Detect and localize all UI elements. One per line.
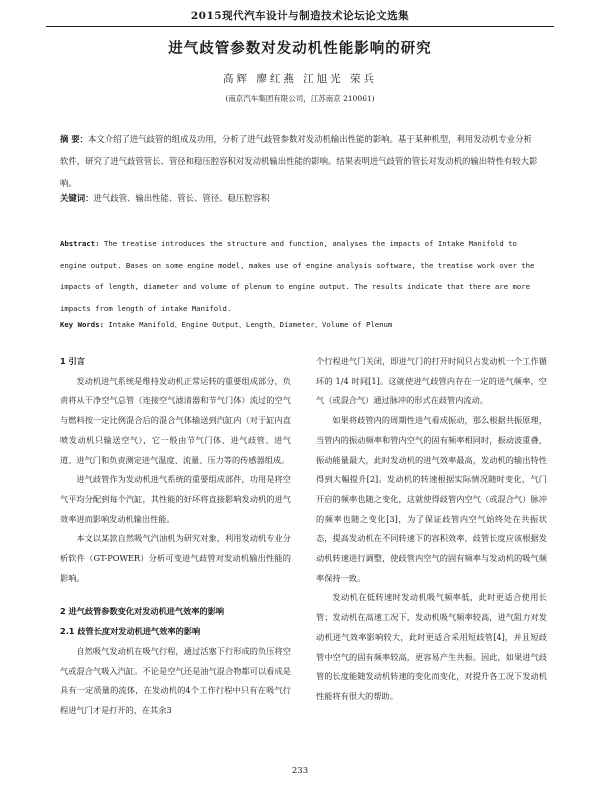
abstract-en-label: Abstract:: [60, 239, 100, 248]
keywords-en: [60, 315, 540, 335]
header-rule: [46, 26, 554, 27]
abstract-en-text: The treatise introduces the structure and function, analyses the impacts of Intake Manifold to engine output. Bases on some engine model, makes use of engine analysis software, the treatise work over the impacts of length, diameter and volume of plenum to engine output. The results indicate that there are more impacts from length of intake Manifold.: [60, 239, 535, 313]
keywords-en-text: Intake Manifold、Engine Output、Length、Diameter、Volume of Plenum: [103, 320, 393, 329]
body-column-right: [316, 352, 547, 707]
paragraph: 进气歧管作为发动机进气系统的重要组成部件，功用是将空气平均分配到每个汽缸，其性能的好坏将直接影响发动机的进气效率进而影响发动机输出性能。: [60, 474, 291, 524]
affiliation: (南京汽车集团有限公司，江苏南京 210061): [225, 94, 375, 103]
section-2-1-heading: 2.1 歧管长度对发动机进气效率的影响: [60, 626, 201, 637]
authors: 高辉 廖红燕 江旭光 荣兵: [222, 73, 377, 85]
keywords-zh-text: 进气歧管、输出性能、管长、管径、稳压腔容积: [93, 193, 270, 203]
paragraph: 发动机在低转速时发动机吸气频率低，此时更适合使用长管；发动机在高速工况下，发动机吸气频率较高，进气阻力对发动机进气效率影响较大，此时更适合采用短歧管[4]，并且短歧管中空气的固有频率较高，更容易产生共振。因此，如果进气歧管的长度能随发动机转速的变化而变化，对提升各工况下发动机性能将有很大的帮助。: [316, 592, 547, 701]
keywords-en-label: Key Words:: [60, 320, 104, 329]
keywords-zh: [60, 187, 540, 209]
paper-title: 进气歧管参数对发动机性能影响的研究: [168, 41, 432, 57]
paragraph: 本文以某款自然吸气汽油机为研究对象，利用发动机专业分析软件（GT-POWER）分析可变进气歧管对发动机输出性能的影响。: [60, 533, 291, 583]
paragraph: 发动机进气系统是维持发动机正常运转的重要组成部分，负责将从干净空气总管（连接空气滤清器和节气门体）流过的空气与燃料按一定比例混合后的混合气体输送到汽缸内（对于缸内直喷发动机只输送空气），它一般由节气门体、进气歧管、进气道、进气门和负责测定进气温度、流量、压力等的传感器组成。: [60, 375, 291, 465]
abstract-zh-label: 摘 要：: [60, 134, 89, 144]
section-1-heading: 1 引言: [60, 356, 85, 366]
paragraph: 如果将歧管内的周期性进气看成振动，那么根据共振原理，当管内的振动频率和管内空气的固有频率相同时，振动波重叠，振动能量最大，此时发动机的进气效率最高，发动机的输出特性得到大幅提升[2]。发动机的转速根据实际情况随时变化，气门开启的频率也随之变化，这就使得歧管内空气（或混合气）脉冲的频率也随之变化[3]，为了保证歧管内空气始终处在共振状态，提高发动机在不同转速下的容积效率，歧管长度应该根据发动机转速进行调整，使歧管内空气的固有频率与发动机的吸气频率保持一致。: [316, 415, 547, 583]
section-gap: [60, 588, 291, 602]
paragraph: 自然吸气发动机在吸气行程，通过活塞下行形成的负压将空气或混合气吸入汽缸。不论是空气还是油气混合物都可以看成是具有一定质量的流体，在发动机的4个工作行程中只有在吸气行程进气门才是打开的，在其余3: [60, 645, 291, 715]
paragraph: 个行程进气门关闭，即进气门的打开时间只占发动机一个工作循环的 1/4 时间[1]。这就使进气歧管内存在一定的进气频率，空气（或混合气）通过脉冲的形式在歧管内流动。: [316, 356, 547, 406]
body-column-left: [60, 352, 291, 721]
abstract-zh: [60, 128, 540, 194]
keywords-zh-label: 关键词：: [60, 193, 94, 203]
page-number: 233: [291, 766, 309, 776]
abstract-en: [60, 233, 540, 319]
abstract-zh-text: 本文介绍了进气歧管的组成及功用，分析了进气歧管参数对发动机输出性能的影响。基于某种机型，利用发动机专业分析软件，研究了进气歧管管长、管径和稳压腔容积对发动机输出性能的影响。结果表明进气歧管的管长对发动机的输出特性有较大影响。: [60, 134, 538, 188]
running-head: 2015现代汽车设计与制造技术论坛论文选集: [190, 10, 410, 22]
section-2-heading: 2 进气歧管参数变化对发动机进气效率的影响: [60, 606, 225, 617]
